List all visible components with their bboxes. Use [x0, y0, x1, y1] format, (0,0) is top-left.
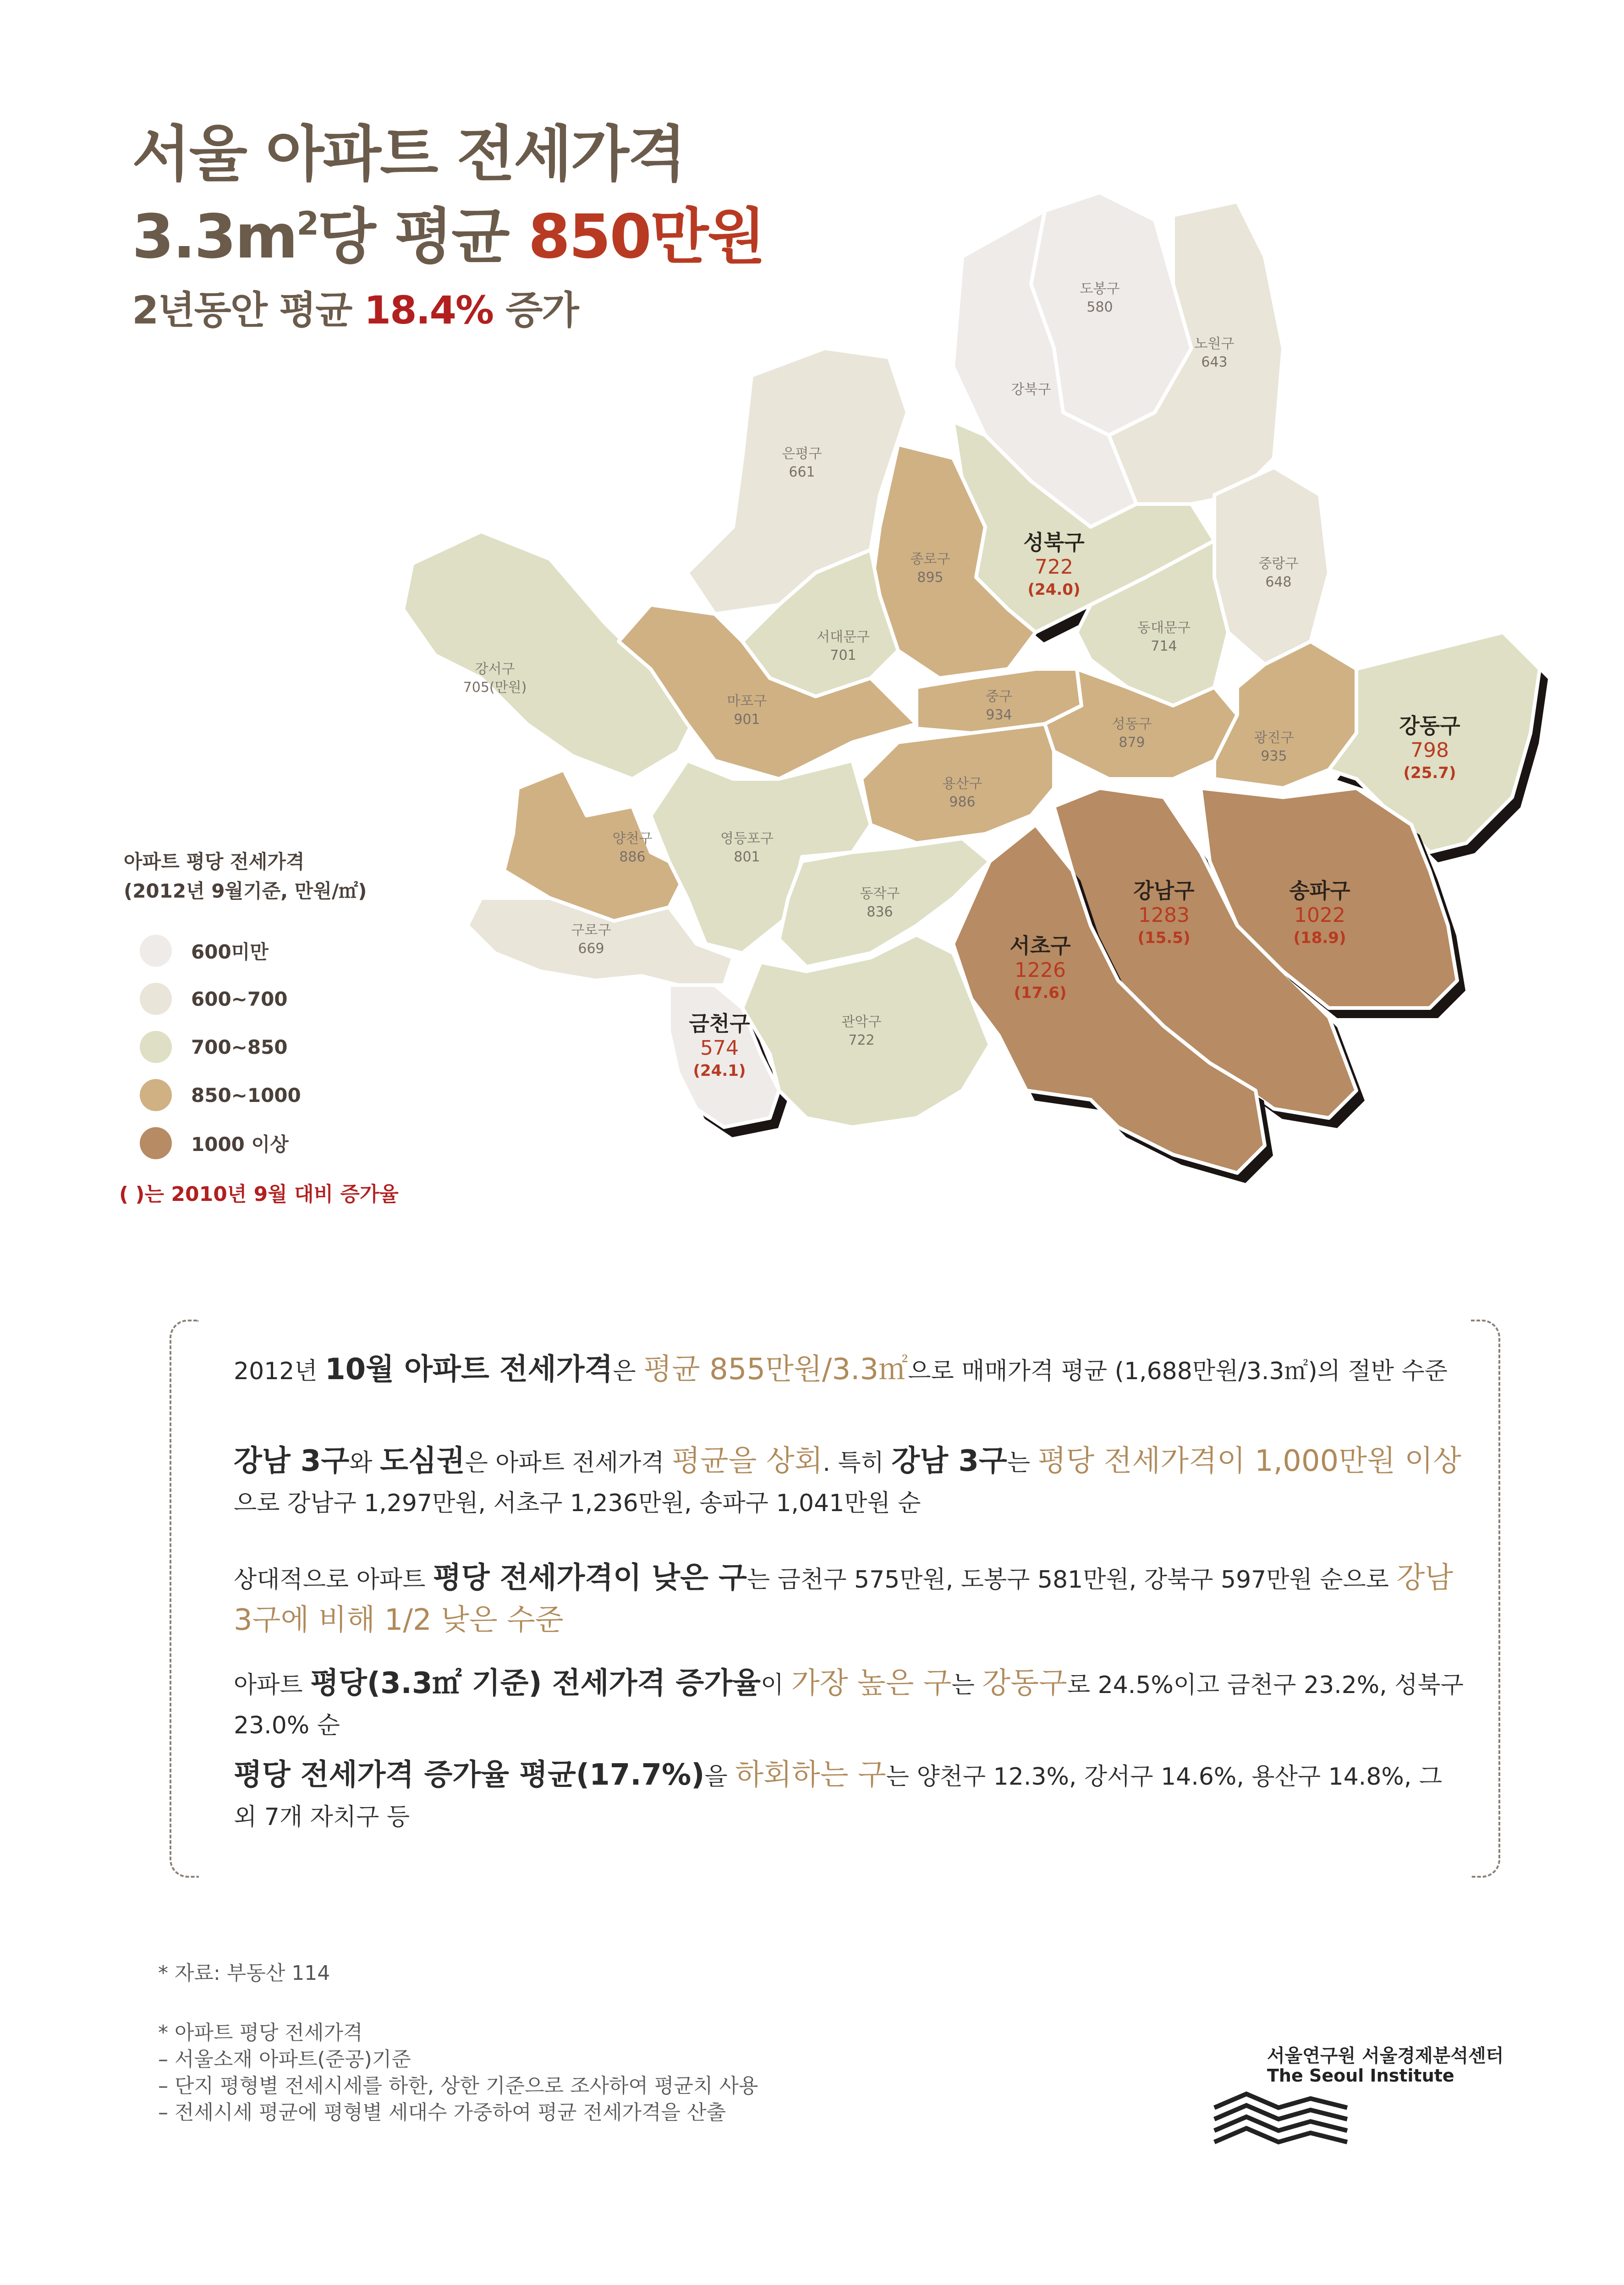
district-name: 은평구 [782, 446, 822, 462]
summary-paragraph [234, 1441, 1471, 1523]
district-price: 574 [700, 1036, 739, 1060]
summary-bold-text: 평당(3.3㎡ 기준) 전세가격 증가율 [310, 1666, 761, 1700]
legend-title: 아파트 평당 전세가격 [124, 850, 305, 873]
district-growth-rate: (24.1) [693, 1062, 746, 1080]
summary-highlight-text: 하회하는 구 [735, 1758, 886, 1792]
district-name: 양천구 [612, 831, 653, 847]
district-price: 714 [1151, 638, 1177, 654]
district-price: 836 [867, 904, 893, 920]
district-name: 중랑구 [1258, 556, 1299, 572]
district-name: 도봉구 [1080, 281, 1120, 297]
growth-rate: 18.4% [364, 288, 494, 333]
institute-name-ko: 서울연구원 서울경제분석센터 [1267, 2045, 1504, 2066]
district-price: 648 [1265, 574, 1292, 590]
district-price: 1226 [1015, 959, 1066, 982]
district-price: 1022 [1294, 904, 1345, 927]
summary-bold-text: 10월 아파트 전세가격 [325, 1353, 613, 1386]
district-price: 901 [734, 712, 760, 728]
district-price: 722 [848, 1032, 875, 1048]
district-price: 986 [949, 794, 976, 810]
district-price: 661 [789, 464, 815, 480]
summary-highlight-text: 평당 전세가격이 1,000만원 이상 [1037, 1444, 1461, 1478]
district-price: 722 [1035, 555, 1073, 579]
district-price: 886 [619, 849, 646, 865]
district-name: 금천구 [689, 1011, 750, 1036]
summary-highlight-text: 강남3구에 비해 1/2 낮은 수준 [234, 1561, 1454, 1637]
definition-item: – 단지 평형별 전세시세를 하한, 상한 기준으로 조사하여 평균치 사용 [158, 2074, 758, 2098]
district-growth-rate: (15.5) [1137, 929, 1191, 947]
district-name: 강남구 [1133, 878, 1195, 903]
district-name: 강동구 [1399, 713, 1460, 738]
district-name: 광진구 [1254, 730, 1294, 746]
summary-bold-text: 평당 전세가격 증가율 평균(17.7%) [234, 1758, 705, 1792]
institute-name-en: The Seoul Institute [1267, 2066, 1454, 2086]
legend-label: 1000 이상 [191, 1133, 289, 1156]
summary-bold-text: 도심권 [380, 1444, 465, 1478]
page-subtitle: 2년동안 평균 18.4% 증가 [132, 288, 578, 333]
legend-swatch [140, 1079, 172, 1111]
district-price: 895 [917, 570, 944, 586]
summary-text: 으로 강남구 1,297만원, 서초구 1,236만원, 송파구 1,041만원 순 [234, 1490, 921, 1517]
page-title-line2: $3.3m^2$당 평균 850만원 [132, 202, 765, 272]
summary-text: 는 금천구 575만원, 도봉구 581만원, 강북구 597만원 순으로 [747, 1566, 1397, 1594]
district-name: 서초구 [1010, 933, 1071, 958]
summary-text: 는 [1007, 1449, 1038, 1477]
district-name: 영등포구 [720, 831, 774, 847]
district-name: 동작구 [860, 886, 900, 902]
district-name: 서대문구 [817, 629, 870, 645]
summary-highlight-text: 가장 높은 구 [791, 1666, 952, 1700]
legend-item [140, 981, 288, 1017]
district-price: 643 [1201, 354, 1228, 370]
district-name: 노원구 [1194, 336, 1234, 352]
source-note: * 자료: 부동산 114 [158, 1962, 330, 1985]
district-name: 성동구 [1112, 716, 1152, 732]
district-price: 879 [1119, 734, 1145, 751]
district-growth-rate: (18.9) [1293, 929, 1346, 947]
summary-text: 는 양천구 12.3%, 강서구 14.6%, 용산구 14.8%, 그 외 7개 자치구 등 [234, 1763, 1443, 1831]
district-price: 669 [578, 941, 604, 957]
summary-paragraph [234, 1558, 1471, 1642]
district-name: 마포구 [727, 693, 767, 709]
legend-note: ( )는 2010년 9월 대비 증가율 [119, 1183, 399, 1206]
legend-label: 600미만 [191, 941, 269, 963]
legend-item [140, 1029, 288, 1065]
district-name: 관악구 [841, 1014, 882, 1030]
summary-paragraph [234, 1663, 1471, 1746]
summary-text: 아파트 [234, 1671, 311, 1699]
summary-text: 2012년 [234, 1358, 325, 1385]
district-price: 935 [1261, 748, 1287, 764]
legend-swatch [140, 1127, 172, 1159]
definition-item: – 서울소재 아파트(준공)기준 [158, 2048, 411, 2071]
legend-subtitle: (2012년 9월기준, 만원/㎡) [124, 880, 367, 902]
district-name: 강북구 [1011, 382, 1051, 398]
summary-bold-text: 강남 3구 [234, 1444, 350, 1478]
district-name: 구로구 [571, 922, 611, 938]
summary-text: 으로 매매가격 평균 (1,688만원/3.3㎡)의 절반 수준 [908, 1358, 1448, 1385]
legend-item [140, 1077, 301, 1113]
summary-box-left-bracket [170, 1320, 199, 1878]
definition-title: * 아파트 평당 전세가격 [158, 2021, 363, 2044]
district-price: 705(만원) [463, 679, 527, 696]
summary-bold-text: 평당 전세가격이 낮은 구 [433, 1561, 747, 1595]
district-price: 801 [734, 849, 760, 865]
summary-text: 로 24.5%이고 금천구 23.2%, 성북구 23.0% 순 [234, 1671, 1464, 1739]
district-growth-rate: (17.6) [1014, 984, 1067, 1002]
district-name: 종로구 [910, 551, 950, 567]
summary-highlight-text: 평균을 상회 [672, 1444, 823, 1478]
seoul-institute-logo [1210, 2089, 1356, 2149]
summary-text: 은 아파트 전세가격 [465, 1449, 672, 1477]
legend-item [140, 932, 269, 969]
summary-paragraph [234, 1349, 1471, 1392]
summary-text: 는 [951, 1671, 982, 1699]
summary-text: 와 [349, 1449, 380, 1477]
legend-swatch [140, 935, 172, 967]
district-name: 중구 [986, 689, 1012, 705]
summary-text: 상대적으로 아파트 [234, 1566, 433, 1594]
district-growth-rate: (25.7) [1403, 764, 1456, 782]
district-price: 701 [830, 647, 856, 663]
district-shapes [403, 192, 1548, 1183]
legend-swatch [140, 1031, 172, 1063]
page-title: 서울 아파트 전세가격 [132, 119, 685, 190]
district-price: 1283 [1138, 904, 1190, 927]
average-price: 850만원 [528, 202, 765, 272]
district-price: 798 [1410, 739, 1449, 762]
summary-text: 이 [761, 1671, 791, 1699]
summary-text: . 특히 [823, 1449, 892, 1477]
legend-item [140, 1125, 289, 1162]
definition-item: – 전세시세 평균에 평형별 세대수 가중하여 평균 전세가격을 산출 [158, 2101, 726, 2124]
district-name: 용산구 [942, 776, 982, 792]
district-price: 580 [1086, 299, 1113, 315]
summary-text: 을 [704, 1763, 735, 1791]
legend-label: 850~1000 [191, 1084, 301, 1107]
legend-swatch [140, 983, 172, 1015]
summary-text: 은 [613, 1358, 644, 1385]
district-name: 동대문구 [1137, 620, 1191, 636]
summary-highlight-text: 강동구 [982, 1666, 1067, 1700]
summary-paragraph [234, 1755, 1471, 1837]
summary-highlight-text: 평균 855만원/3.3㎡ [643, 1353, 908, 1386]
district-name: 송파구 [1289, 878, 1350, 903]
legend-label: 600~700 [191, 987, 288, 1010]
legend-label: 700~850 [191, 1036, 288, 1058]
district-name: 성북구 [1023, 530, 1085, 555]
district-growth-rate: (24.0) [1027, 581, 1081, 599]
district-price: 934 [986, 707, 1012, 723]
district-name: 강서구 [475, 661, 515, 677]
summary-bold-text: 강남 3구 [891, 1444, 1007, 1478]
summary-box-right-bracket [1471, 1320, 1500, 1878]
